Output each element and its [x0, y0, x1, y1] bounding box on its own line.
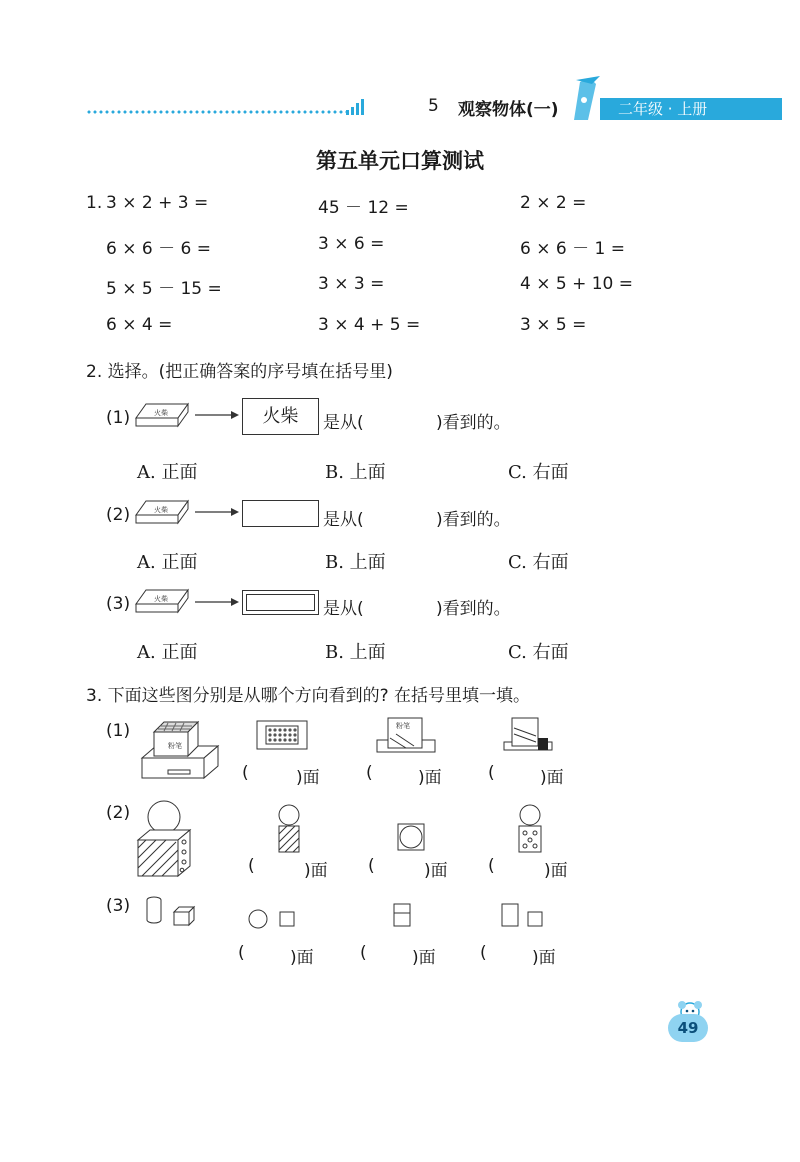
blank-open: ( — [238, 943, 245, 963]
q1-label: 1. — [86, 193, 103, 213]
front-view-box: 火柴 — [242, 398, 319, 435]
equation: 6 × 6 － 6 = — [106, 239, 211, 259]
equation: 3 × 6 = — [318, 234, 385, 254]
option-b: B. 上面 — [325, 552, 386, 573]
cylinder-cube-front-view-figure — [248, 908, 298, 930]
matchbox-icon — [134, 400, 190, 430]
option-a: A. 正面 — [137, 642, 198, 663]
blank-open: ( — [366, 763, 373, 783]
top-view-inner-rect — [246, 594, 315, 611]
arrow-icon — [195, 597, 239, 607]
option-a: A. 正面 — [137, 552, 198, 573]
blank-close: )面 — [304, 861, 328, 881]
answer-blank[interactable] — [378, 760, 416, 782]
option-b: B. 上面 — [325, 462, 386, 483]
ball-cube-side-view-figure — [516, 804, 544, 854]
chalk-side-view-figure — [502, 716, 554, 754]
equation: 2 × 2 = — [520, 193, 587, 213]
answer-blank[interactable] — [260, 853, 300, 875]
matchbox-label: 火柴 — [154, 595, 168, 603]
blank-open: ( — [360, 943, 367, 963]
ball-cube-top-view-figure — [396, 822, 426, 852]
page-title: 第五单元口算测试 — [316, 148, 484, 173]
option-c: C. 右面 — [508, 642, 569, 663]
blank-close: )面 — [540, 768, 564, 788]
cylinder-cube-top-view-figure — [392, 902, 412, 928]
chalk-box-on-tray-figure — [138, 718, 220, 784]
answer-blank[interactable] — [373, 404, 433, 426]
equation: 3 × 2 + 3 = — [106, 193, 209, 213]
ball-cube-front-view-figure — [276, 804, 302, 854]
answer-blank[interactable] — [373, 590, 433, 612]
unit-title: 观察物体(一) — [458, 100, 559, 120]
option-c: C. 右面 — [508, 552, 569, 573]
blank-close: )面 — [296, 768, 320, 788]
equation: 3 × 3 = — [318, 274, 385, 294]
blank-close: )面 — [412, 948, 436, 968]
answer-blank[interactable] — [500, 760, 538, 782]
item-number: (3) — [106, 896, 131, 916]
answer-prefix: 是从( — [323, 599, 364, 619]
blank-open: ( — [480, 943, 487, 963]
equation: 3 × 5 = — [520, 315, 587, 335]
blank-open: ( — [488, 763, 495, 783]
q2-heading: 2. 选择。(把正确答案的序号填在括号里) — [86, 362, 393, 382]
item-number: (1) — [106, 408, 131, 428]
item-number: (3) — [106, 594, 131, 614]
arrow-icon — [195, 507, 239, 517]
answer-blank[interactable] — [250, 940, 288, 962]
chalk-label: 粉笔 — [168, 742, 182, 750]
grade-band: 二年级 · 上册 — [600, 98, 782, 120]
chalk-top-view-figure — [256, 720, 308, 750]
answer-blank[interactable] — [500, 853, 540, 875]
equation: 5 × 5 － 15 = — [106, 279, 222, 299]
item-number: (2) — [106, 803, 131, 823]
unit-number: 5 — [428, 96, 439, 116]
q3-heading: 3. 下面这些图分别是从哪个方向看到的? 在括号里填一填。 — [86, 686, 531, 706]
cylinder-and-cube-figure — [144, 894, 200, 928]
answer-blank[interactable] — [372, 940, 410, 962]
answer-blank[interactable] — [373, 501, 433, 523]
ball-on-cube-figure — [134, 800, 194, 880]
answer-blank[interactable] — [254, 760, 292, 782]
chalk-front-view-figure — [376, 716, 436, 754]
option-a: A. 正面 — [137, 462, 198, 483]
blank-close: )面 — [544, 861, 568, 881]
answer-suffix: )看到的。 — [436, 413, 511, 433]
item-number: (2) — [106, 505, 131, 525]
matchbox-label: 火柴 — [154, 409, 168, 417]
blank-open: ( — [248, 856, 255, 876]
answer-prefix: 是从( — [323, 413, 364, 433]
blank-close: )面 — [290, 948, 314, 968]
top-view-box — [242, 590, 319, 615]
blank-close: )面 — [424, 861, 448, 881]
answer-suffix: )看到的。 — [436, 599, 511, 619]
equation: 3 × 4 + 5 = — [318, 315, 421, 335]
blank-open: ( — [242, 763, 249, 783]
page-number: 49 — [668, 1014, 708, 1042]
option-c: C. 右面 — [508, 462, 569, 483]
answer-suffix: )看到的。 — [436, 510, 511, 530]
item-number: (1) — [106, 721, 131, 741]
header-dotted-rule — [86, 110, 348, 114]
blank-close: )面 — [418, 768, 442, 788]
option-b: B. 上面 — [325, 642, 386, 663]
side-view-box — [242, 500, 319, 527]
answer-blank[interactable] — [492, 940, 530, 962]
cylinder-cube-side-view-figure — [500, 902, 546, 928]
arrow-icon — [195, 410, 239, 420]
equation: 4 × 5 + 10 = — [520, 274, 634, 294]
header-bars-icon — [346, 96, 368, 116]
equation: 45 － 12 = — [318, 198, 409, 218]
matchbox-icon — [134, 497, 190, 527]
blank-close: )面 — [532, 948, 556, 968]
blank-open: ( — [368, 856, 375, 876]
answer-prefix: 是从( — [323, 510, 364, 530]
matchbox-icon — [134, 586, 190, 616]
matchbox-label: 火柴 — [154, 506, 168, 514]
equation: 6 × 6 － 1 = — [520, 239, 625, 259]
answer-blank[interactable] — [380, 853, 420, 875]
blank-open: ( — [488, 856, 495, 876]
chalk-label: 粉笔 — [396, 722, 410, 730]
equation: 6 × 4 = — [106, 315, 173, 335]
